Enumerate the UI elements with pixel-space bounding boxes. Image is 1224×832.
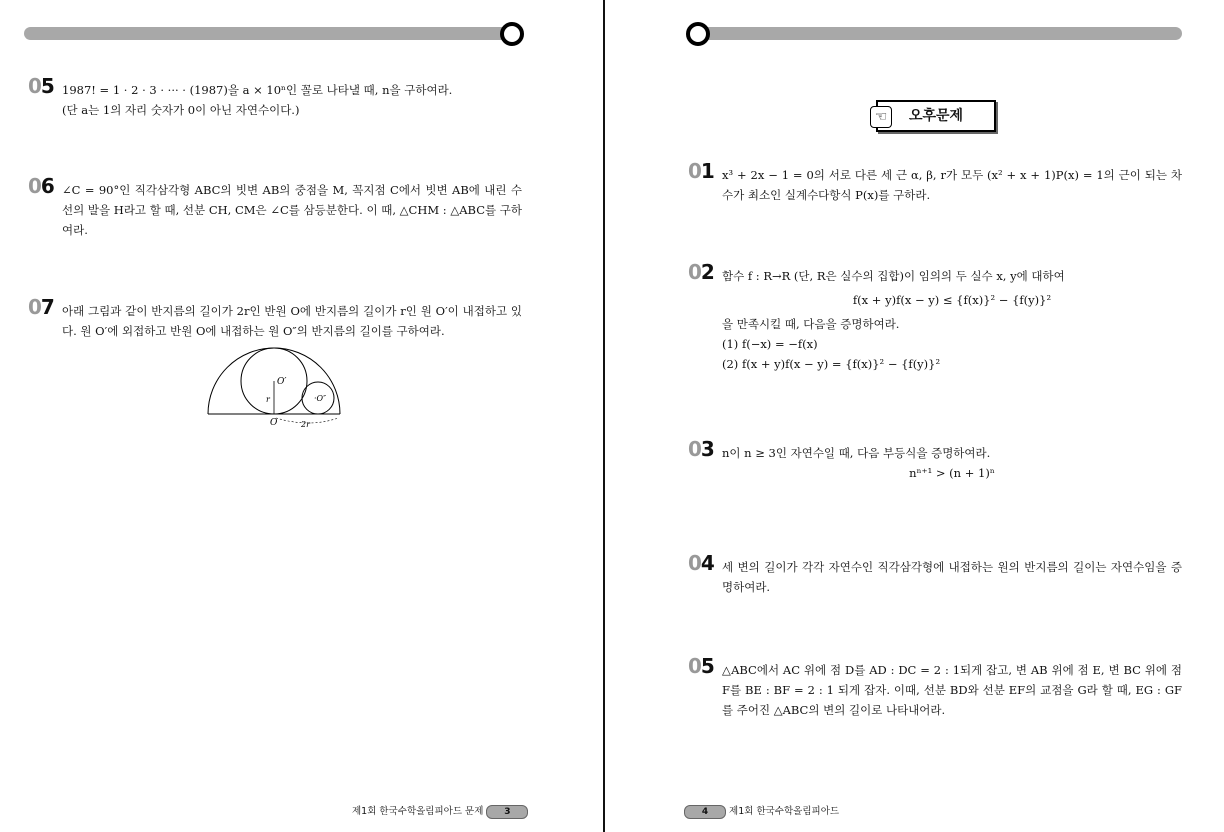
problem-line: (단 a는 1의 자리 숫자가 0이 아닌 자연수이다.)	[62, 103, 300, 117]
footer-right	[684, 803, 839, 819]
problem-line: 1987! = 1 · 2 · 3 · ··· · (1987)을 a × 10ⁿ인 꼴로 나타낼 때, n을 구하여라.	[62, 83, 453, 97]
session-tag	[876, 100, 996, 132]
label-O1: O′	[277, 377, 287, 387]
problem-number: 06	[28, 174, 54, 198]
problem-text	[722, 266, 1182, 374]
problem-05-right	[688, 654, 1182, 720]
formula: nⁿ⁺¹ > (n + 1)ⁿ	[909, 466, 995, 480]
label-r: r	[266, 395, 270, 404]
problem-05	[28, 74, 528, 120]
ring-icon	[500, 22, 524, 46]
problem-text: x³ + 2x − 1 = 0의 서로 다른 세 근 α, β, r가 모두 (x² + x + 1)P(x) = 1의 근이 되는 차수가 최소인 실계수다항식 P(x)를 구하라.	[722, 168, 1182, 202]
top-bar	[24, 27, 514, 40]
problem-number: 05	[688, 654, 714, 678]
problem-text: △ABC에서 AC 위에 점 D를 AD : DC = 2 : 1되게 잡고, 변 AB 위에 점 E, 변 BC 위에 점 F를 BE : BF = 2 : 1 되게 잡자. 이때, 선분 BD와 선분 EF의 교점을 G라 할 때, EG : GF를 주어진 △ABC의 변의 길이로 나타내어라.	[722, 663, 1182, 717]
problem-text	[62, 80, 528, 120]
page-number: 4	[684, 805, 726, 819]
right-page	[606, 0, 1224, 832]
problem-text: 세 변의 길이가 각각 자연수인 직각삼각형에 내접하는 원의 반지름의 길이는 자연수임을 증명하여라.	[722, 560, 1182, 594]
top-bar	[700, 27, 1182, 40]
label-O: O	[270, 418, 278, 428]
label-2r: 2r	[301, 420, 310, 429]
ring-icon	[686, 22, 710, 46]
formula: f(x + y)f(x − y) ≤ {f(x)}² − {f(y)}²	[852, 293, 1052, 307]
problem-04	[688, 551, 1182, 597]
problem-item: (1) f(−x) = −f(x)	[722, 337, 818, 351]
problem-number: 03	[688, 437, 714, 461]
problem-line: n이 n ≥ 3인 자연수일 때, 다음 부등식을 증명하여라.	[722, 446, 991, 460]
problem-01	[688, 159, 1182, 205]
problem-number: 04	[688, 551, 714, 575]
problem-number: 01	[688, 159, 714, 183]
session-tag-label: 오후문제	[908, 108, 964, 124]
pointing-hand-icon: ☜	[870, 106, 892, 128]
problem-06	[28, 174, 522, 240]
problem-text	[722, 443, 1182, 483]
label-O2: ·O″	[314, 394, 327, 403]
page-number: 3	[486, 805, 528, 819]
left-page	[0, 0, 604, 832]
problem-07	[28, 295, 522, 341]
problem-item: (2) f(x + y)f(x − y) = {f(x)}² − {f(y)}²	[722, 357, 941, 371]
problem-number: 05	[28, 74, 54, 98]
problem-number: 02	[688, 260, 714, 284]
problem-line: 을 만족시킬 때, 다음을 증명하여라.	[722, 317, 900, 331]
semicircle-figure	[200, 346, 350, 430]
problem-02	[688, 260, 1182, 374]
problem-number: 07	[28, 295, 54, 319]
problem-text: 아래 그림과 같이 반지름의 길이가 2r인 반원 O에 반지름의 길이가 r인 원 O′이 내접하고 있다. 원 O′에 외접하고 반원 O에 내접하는 원 O″의 반지름의 길이를 구하여라.	[62, 304, 522, 338]
problem-line: 함수 f : R→R (단, R은 실수의 집합)이 임의의 두 실수 x, y에 대하여	[722, 269, 1065, 283]
problem-03	[688, 437, 1182, 483]
problem-text: ∠C = 90°인 직각삼각형 ABC의 빗변 AB의 중점을 M, 꼭지점 C에서 빗변 AB에 내린 수선의 발을 H라고 할 때, 선분 CH, CM은 ∠C를 삼등분한다. 이 때, △CHM : △ABC를 구하여라.	[62, 183, 522, 237]
footer-title: 제1회 한국수학올림피아드 문제	[352, 806, 484, 817]
footer-title: 제1회 한국수학올림피아드	[729, 806, 840, 817]
footer-left	[352, 803, 528, 819]
